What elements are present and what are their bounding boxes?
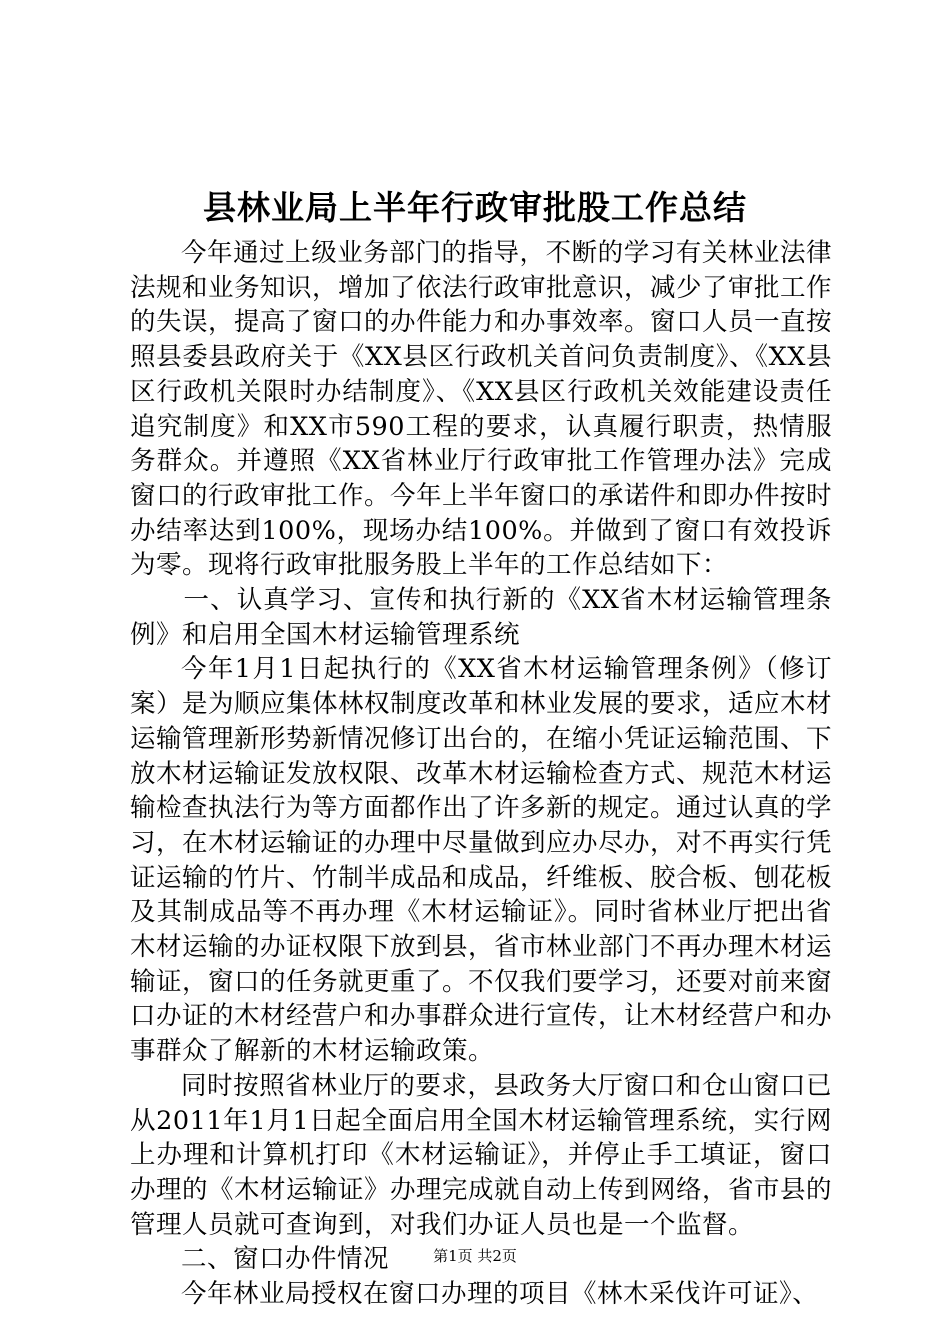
- paragraph-section-1-b: 同时按照省林业厅的要求，县政务大厅窗口和仓山窗口已从2011年1月1日起全面启用全国木材运输管理系统，实行网上办理和计算机打印《木材运输证》，并停止手工填证，窗口办理的《木材运输证》办理完成就自动上传到网络，省市县的管理人员就可查询到，对我们办证人员也是一个监督。: [130, 1070, 833, 1240]
- paragraph-section-2: 今年林业局授权在窗口办理的项目《林木采伐许可证》、: [181, 1279, 819, 1310]
- section-heading-1: 一、认真学习、宣传和执行新的《XX省木材运输管理条例》和启用全国木材运输管理系统: [130, 585, 832, 650]
- paragraph-intro: 今年通过上级业务部门的指导，不断的学习有关林业法律法规和业务知识，增加了依法行政审批意识，减少了审批工作的失误，提高了窗口的办件能力和办事效率。窗口人员一直按照县委县政府关于《XX县区行政机关首问负责制度》、《XX县区行政机关限时办结制度》、《XX县区行政机关效能建设责任追究制度》和XX市590工程的要求，认真履行职责，热情服务群众。并遵照《XX省林业厅行政审批工作管理办法》完成窗口的行政审批工作。今年上半年窗口的承诺件和即办件按时办结率达到100%，现场办结100%。并做到了窗口有效投诉为零。现将行政审批服务股上半年的工作总结如下：: [130, 238, 833, 581]
- document-body: [130, 236, 832, 1312]
- paragraph-section-1-a: 今年1月1日起执行的《XX省木材运输管理条例》（修订案）是为顺应集体林权制度改革和林业发展的要求，适应木材运输管理新形势新情况修订出台的，在缩小凭证运输范围、下放木材运输证发放权限、改革木材运输检查方式、规范木材运输检查执法行为等方面都作出了许多新的规定。通过认真的学习，在木材运输证的办理中尽量做到应办尽办，对不再实行凭证运输的竹片、竹制半成品和成品，纤维板、胶合板、刨花板及其制成品等不再办理《木材运输证》。同时省林业厅把出省木材运输的办证权限下放到县，省市林业部门不再办理木材运输证，窗口的任务就更重了。不仅我们要学习，还要对前来窗口办证的木材经营户和办事群众进行宣传，让木材经营户和办事群众了解新的木材运输政策。: [130, 654, 833, 1067]
- document-title: 县林业局上半年行政审批股工作总结: [203, 188, 747, 227]
- section-heading-2: 二、窗口办件情况: [181, 1244, 390, 1275]
- page-footer: 第1页 共2页: [433, 1247, 517, 1265]
